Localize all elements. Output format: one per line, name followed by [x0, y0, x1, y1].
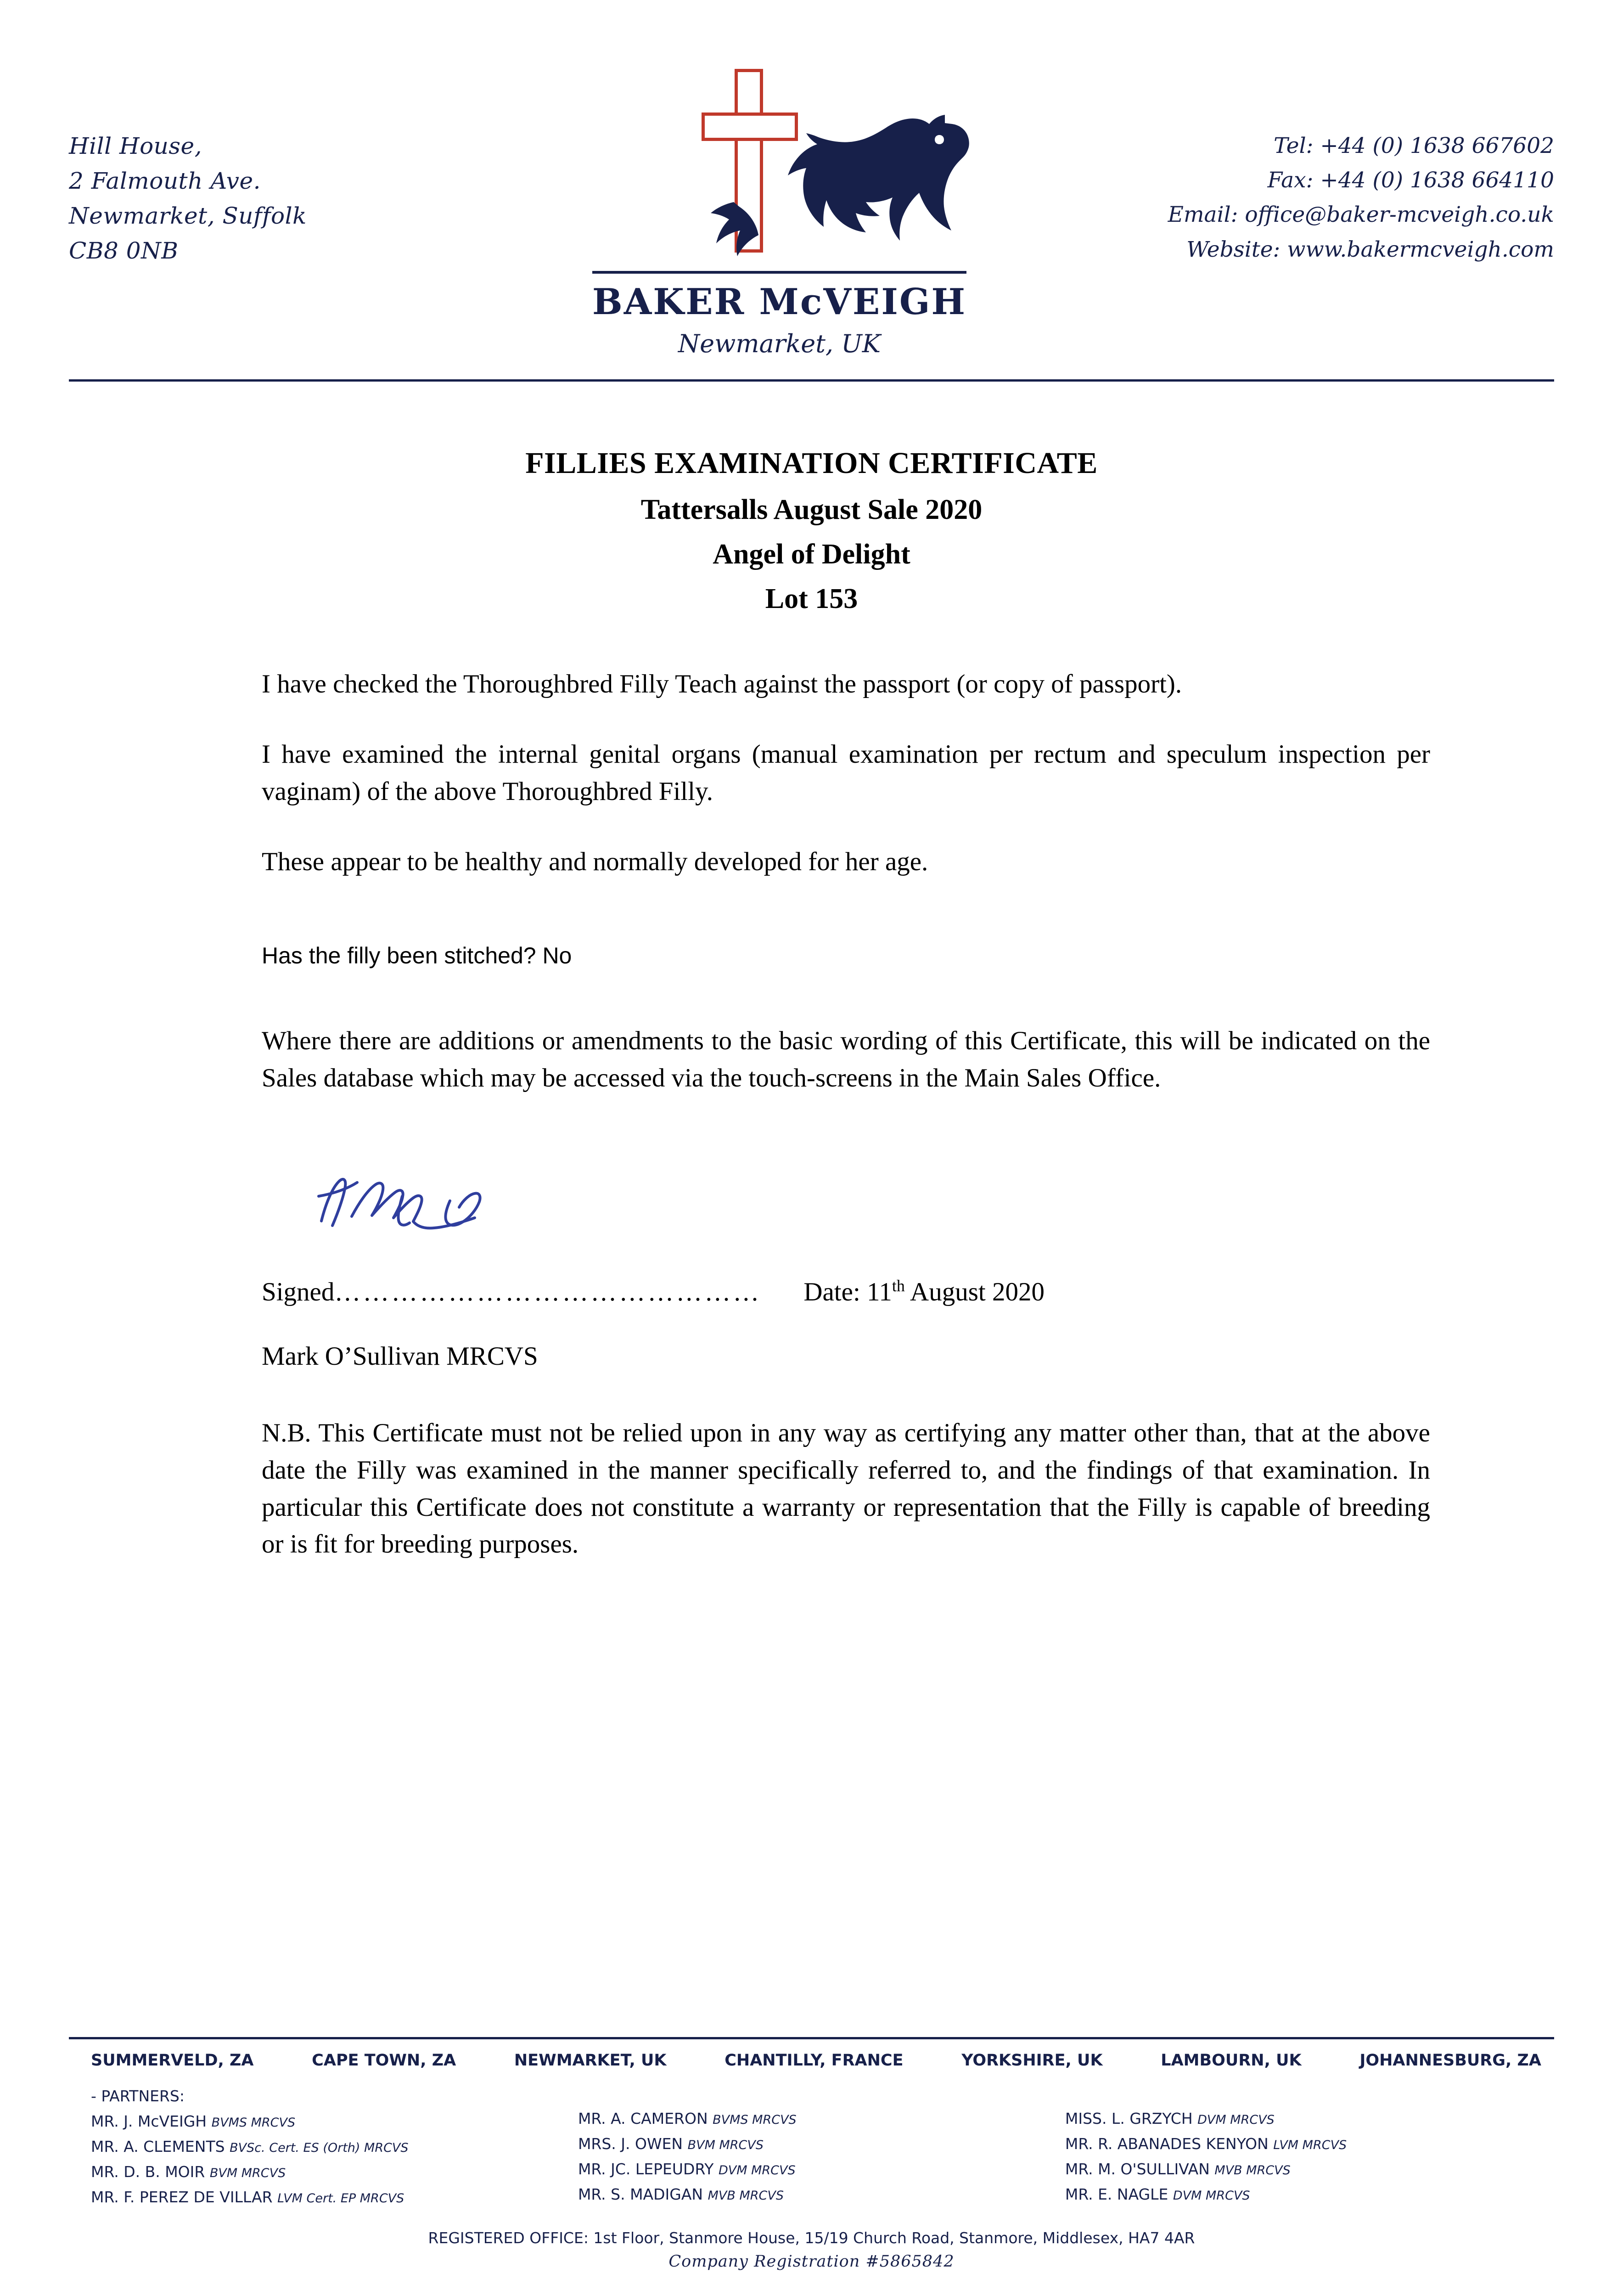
signature-date: Date: 11th August 2020: [803, 1276, 1045, 1306]
partner-item: MR. M. O'SULLIVAN MVB MRCVS: [1065, 2160, 1291, 2178]
partner-qualification: MVB MRCVS: [1214, 2163, 1291, 2178]
address-line-1: Hill House,: [69, 133, 202, 159]
partner-qualification: MVB MRCVS: [708, 2189, 784, 2203]
body-paragraph-4: Where there are additions or amendments to the basic wording of this Certificate, this will be indicated on the Sales database which may be accessed via the touch-screens in the Main Sales Office.: [262, 1026, 1430, 1092]
lot-number: Lot 153: [765, 583, 858, 614]
brand-name: BAKER McVEIGH: [592, 271, 966, 323]
location-item: YORKSHIRE, UK: [961, 2051, 1103, 2070]
partner-item: MR. S. MADIGAN MVB MRCVS: [578, 2185, 784, 2203]
horse-name: Angel of Delight: [713, 539, 910, 570]
sale-title: Tattersalls August Sale 2020: [640, 494, 983, 525]
logo-artwork: [550, 60, 1009, 289]
partner-qualification: BVM MRCVS: [209, 2166, 286, 2180]
company-contact: [1141, 60, 1554, 267]
partners-column-1: [91, 2087, 571, 2213]
company-address: [69, 60, 418, 268]
company-registration: Company Registration #5865842: [668, 2252, 955, 2271]
body-paragraph-3: These appear to be healthy and normally developed for her age.: [262, 847, 928, 876]
partner-qualification: BVM MRCVS: [687, 2138, 764, 2152]
partner-qualification: DVM MRCVS: [1197, 2113, 1275, 2127]
partner-item: MR. A. CLEMENTS BVSc. Cert. ES (Orth) MRCVS: [91, 2138, 409, 2155]
partner-qualification: LVM MRCVS: [1273, 2138, 1347, 2152]
partners-column-3: [1065, 2087, 1545, 2213]
partner-item: MR. A. CAMERON BVMS MRCVS: [578, 2110, 797, 2127]
letterhead: [69, 0, 1554, 358]
veterinarian-name: Mark O’Sullivan MRCVS: [262, 1341, 538, 1371]
company-logo: [550, 60, 1009, 358]
document-titles: [69, 446, 1554, 615]
partner-qualification: BVMS MRCVS: [713, 2113, 797, 2127]
page-title: FILLIES EXAMINATION CERTIFICATE: [525, 446, 1098, 480]
partner-item: MR. F. PEREZ DE VILLAR LVM Cert. EP MRCVS: [91, 2188, 404, 2206]
partners-list: [69, 2087, 1554, 2213]
date-ordinal-suffix: th: [892, 1276, 905, 1295]
header-divider: [69, 379, 1554, 382]
partner-item: MR. R. ABANADES KENYON LVM MRCVS: [1065, 2135, 1347, 2153]
address-line-4: CB8 0NB: [69, 237, 179, 264]
signed-row: [262, 1276, 1430, 1307]
contact-tel: Tel: +44 (0) 1638 667602: [1274, 133, 1554, 158]
partners-header: - PARTNERS:: [91, 2087, 185, 2105]
contact-email: Email: office@baker-mcveigh.co.uk: [1168, 202, 1554, 228]
registered-office: REGISTERED OFFICE: 1st Floor, Stanmore House, 15/19 Church Road, Stanmore, Middlesex, HA7 4AR: [428, 2229, 1195, 2247]
partner-qualification: LVM Cert. EP MRCVS: [277, 2191, 404, 2206]
brand-subtitle: Newmarket, UK: [678, 329, 881, 358]
partner-qualification: DVM MRCVS: [1173, 2189, 1250, 2203]
office-locations: [69, 2051, 1554, 2070]
partner-qualification: BVSc. Cert. ES (Orth) MRCVS: [230, 2141, 409, 2155]
footer-divider: [69, 2037, 1554, 2039]
location-item: CHANTILLY, FRANCE: [724, 2051, 904, 2070]
location-item: CAPE TOWN, ZA: [312, 2051, 456, 2070]
location-item: JOHANNESBURG, ZA: [1359, 2051, 1541, 2070]
address-line-2: 2 Falmouth Ave.: [69, 168, 261, 194]
location-item: SUMMERVELD, ZA: [91, 2051, 254, 2070]
certificate-body: [262, 666, 1430, 1097]
location-item: NEWMARKET, UK: [514, 2051, 667, 2070]
partner-qualification: BVMS MRCVS: [211, 2116, 296, 2130]
signature-dotted-line: ………………………………………: [334, 1277, 762, 1306]
signature-mark: [312, 1152, 1554, 1258]
contact-fax: Fax: +44 (0) 1638 664110: [1267, 168, 1554, 193]
partner-item: MR. J. McVEIGH BVMS MRCVS: [91, 2112, 296, 2130]
signed-label: Signed: [262, 1277, 335, 1306]
body-paragraph-1: I have checked the Thoroughbred Filly Teach against the passport (or copy of passport).: [262, 670, 1182, 698]
location-item: LAMBOURN, UK: [1161, 2051, 1302, 2070]
partner-item: MR. JC. LEPEUDRY DVM MRCVS: [578, 2160, 796, 2178]
body-paragraph-2: I have examined the internal genital organs (manual examination per rectum and speculum inspection per vaginam) of the above Thoroughbred Filly.: [262, 739, 1430, 806]
address-line-3: Newmarket, Suffolk: [69, 203, 307, 229]
partners-column-2: [578, 2087, 1058, 2213]
page-footer: [69, 2037, 1554, 2271]
contact-website: Website: www.bakermcveigh.com: [1186, 236, 1554, 262]
partner-item: MISS. L. GRZYCH DVM MRCVS: [1065, 2110, 1275, 2127]
galloping-horse-icon: [688, 96, 982, 280]
stitched-question: Has the filly been stitched? No: [262, 942, 572, 968]
partner-item: MRS. J. OWEN BVM MRCVS: [578, 2135, 764, 2153]
partner-item: MR. D. B. MOIR BVM MRCVS: [91, 2163, 286, 2181]
disclaimer-text: N.B. This Certificate must not be relied upon in any way as certifying any matter other than, that at the above date the Filly was examined in the manner specifically referred to, and the findings of that examination. In particular this Certificate does not constitute a warranty or representation that the Filly is capable of breeding or is fit for breeding purposes.: [262, 1418, 1430, 1559]
partner-item: MR. E. NAGLE DVM MRCVS: [1065, 2185, 1250, 2203]
partner-qualification: DVM MRCVS: [718, 2163, 796, 2178]
